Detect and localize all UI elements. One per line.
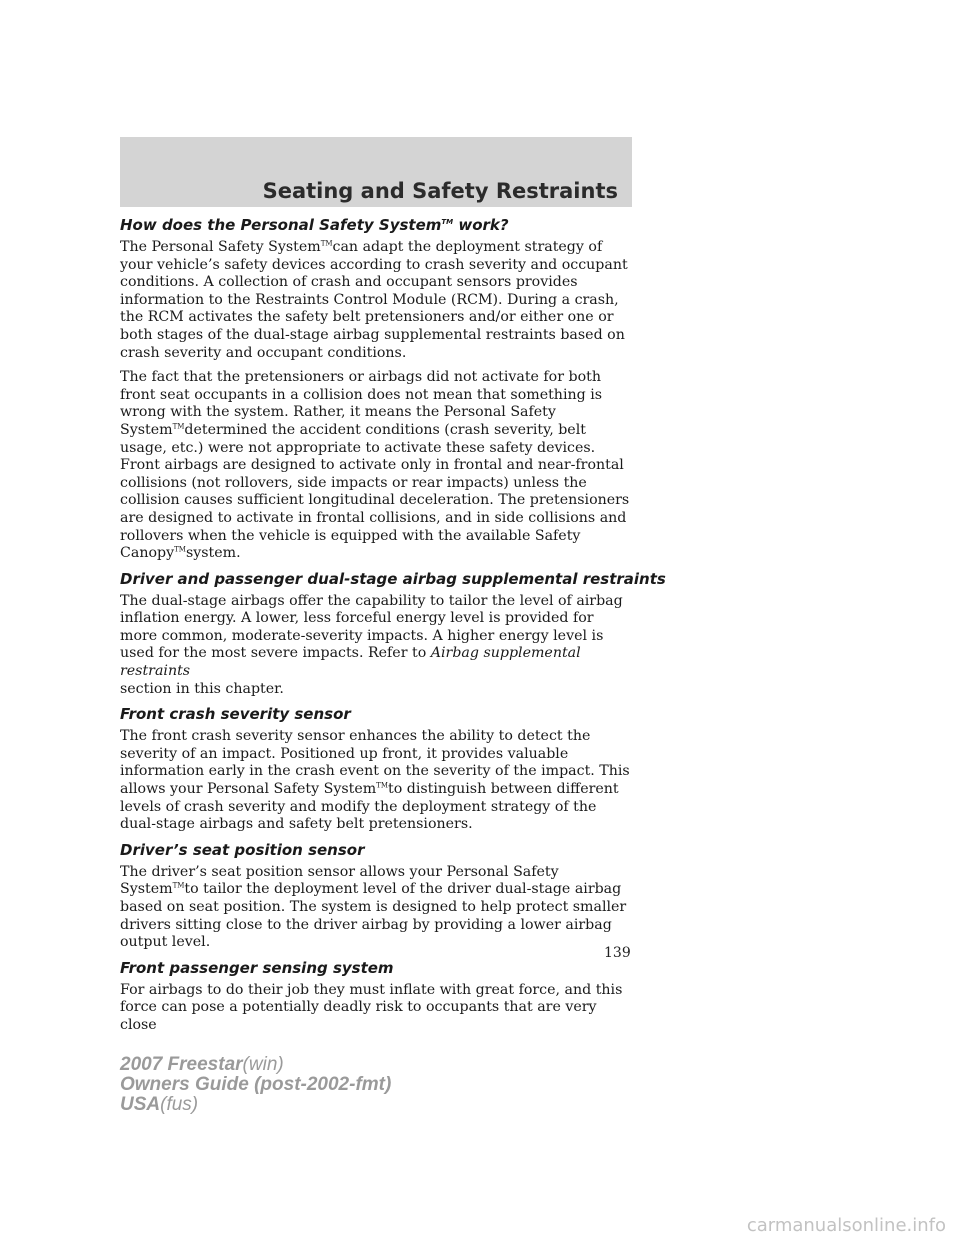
paragraph-dual-stage: The dual-stage airbags offer the capability to tailor the level of airbag inflation energy. A lower, less forceful energy level is provided for more common, moderate-severity impacts. A higher energy level is used for the most severe impacts. Refer to Airbag supplemental restraints section in this chapter. [120,592,623,697]
trademark-mark: TM [174,545,186,554]
section-title: Seating and Safety Restraints [262,179,618,203]
paragraph-pss-intro: The Personal Safety System™can adapt the deployment strategy of your vehicle’s safety devices according to crash severity and occupant conditions. A collection of crash and occupant sensors provides information to the Restraints Control Module (RCM). During a crash, the RCM activates the safety belt pretensioners and/or either one or both stages of the dual-stage airbag supplemental restraints based on crash severity and occupant conditions. [120,239,628,361]
trademark-mark: TM [320,239,333,248]
page-number: 139 [604,945,631,961]
trademark-mark: TM [441,218,454,226]
section-header-band [120,137,632,207]
cross-reference: Airbag supplemental restraints [120,645,581,680]
trademark-mark: TM [376,781,389,790]
heading-passenger-sensing-system: Front passenger sensing system [120,958,394,977]
heading-seat-position-sensor: Driver’s seat position sensor [120,840,365,859]
heading-how-pss-works: How does the Personal Safety System™ work? [120,216,509,234]
paragraph-seat-sensor: The driver’s seat position sensor allows your Personal Safety System™to tailor the deployment level of the driver dual-stage airbag based on seat position. The system is designed to help protect smaller drivers sitting close to the driver airbag by providing a lower airbag output level. [120,863,627,951]
paragraph-pss-activation: The fact that the pretensioners or airbags did not activate for both front seat occupants in a collision does not mean that something is wrong with the system. Rather, it means the Personal Safety System™determined the accident conditions (crash severity, belt usage, etc.) were not appropriate to activate these safety devices. Front airbags are designed to activate only in frontal and near-frontal collisions (not rollovers, side impacts or rear impacts) unless the collision causes sufficient longitudinal deceleration. The pretensioners are designed to activate in frontal collisions, and in side collisions and rollovers when the vehicle is equipped with the available Safety Canopy™system. [120,369,630,562]
document-footer: 2007 Freestar(win) Owners Guide (post-2002-fmt) USA(fus) [120,1054,392,1115]
paragraph-passenger-sensing: For airbags to do their job they must inflate with great force, and this force can pose a potentially deadly risk to occupants that are very close [120,981,623,1033]
watermark: carmanualsonline.info [746,1215,946,1236]
trademark-mark: TM [172,422,185,431]
heading-front-crash-severity-sensor: Front crash severity sensor [120,705,351,724]
trademark-mark: TM [172,881,185,890]
heading-dual-stage-airbags: Driver and passenger dual-stage airbag supplemental restraints [120,569,666,588]
page-content [120,212,666,1042]
paragraph-crash-sensor: The front crash severity sensor enhances the ability to detect the severity of an impact. Positioned up front, it provides valuable information early in the crash event on the severity of the impact. This allows your Personal Safety System™to distinguish between different levels of crash severity and modify the deployment strategy of the dual-stage airbags and safety belt pretensioners. [120,728,630,833]
